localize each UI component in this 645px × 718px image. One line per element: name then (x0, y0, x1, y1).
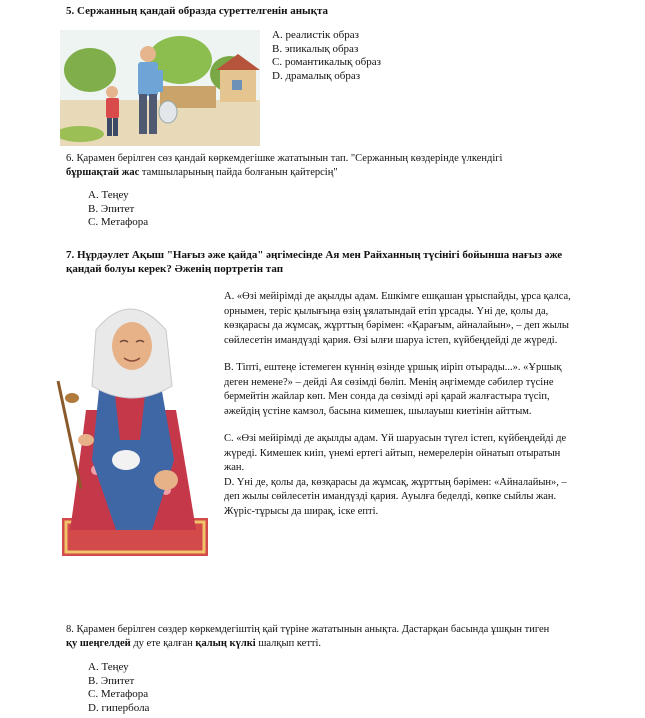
q8-option-b[interactable]: B. Эпитет (88, 674, 135, 687)
q8-line2-rest: шалқып кетті. (255, 638, 322, 649)
q5-option-b[interactable]: B. эпикалық образ (272, 42, 359, 55)
question-8-options (88, 661, 641, 715)
q6-option-c[interactable]: C. Метафора (88, 216, 149, 228)
q5-option-a[interactable]: A. реалистік образ (272, 29, 359, 41)
question-5-options (272, 29, 381, 83)
q6-line2-rest: тамшыларының пайда болғанын қайтерсің" (139, 167, 338, 178)
question-7-title-line2: қандай болуы керек? Әженің портретін тап (66, 263, 284, 275)
q8-line2-mid: ду ете қалған (130, 638, 196, 649)
q8-option-c[interactable]: C. Метафора (88, 688, 149, 700)
q7-option-b-line2: деген немене?» – дейді Ая сөзімді бөліп. Менің әңгімемде сәбилер түсіне (224, 376, 554, 388)
question-8-text-line2 (66, 637, 641, 651)
grandmother-illustration (56, 290, 214, 558)
q8-option-a[interactable]: A. Теңеу (88, 661, 129, 673)
question-7-title-line1: 7. Нұрдәулет Ақыш "Нағыз әже қайда" әңгімесінде Ая мен Райханның түсінігі бойынша нағыз әже (66, 249, 563, 261)
question-7 (66, 248, 641, 276)
q7-option-c[interactable] (224, 432, 642, 476)
q7-option-c-line1: C. «Өзі мейірімді де ақылды адам. Үй шаруасын түгел істеп, күйбеңдейді де (224, 433, 567, 444)
q7-option-a-line1: A. «Өзі мейірімді де ақылды адам. Ешкімге ешқашан ұрыспайды, ұрса қалса, (224, 291, 571, 302)
question-6 (66, 152, 641, 230)
q6-option-a[interactable]: A. Теңеу (88, 189, 129, 201)
question-6-text-line1: 6. Қарамен берілген сөз қандай көркемдегішке жататынын тап. "Сержанның көздерінде үлкендігі (66, 153, 503, 164)
q7-option-d-line1: D. Үні де, қолы да, көзқарасы да жұмсақ, жұрттың бәрімен: «Айналайын», – (224, 476, 567, 488)
q5-option-c[interactable]: C. романтикалық образ (272, 56, 381, 68)
q7-option-b-line3: бермейтін жайлар көп. Мен сонда да сөзімді әрі қарай жалғастыра түсіп, (224, 391, 550, 402)
q7-option-b-line1: B. Тіпті, ештеңе істемеген күннің өзінде ұршық иіріп отырады...». «Ұршық (224, 362, 562, 373)
q7-option-b-line4: әжейдің үстіне камзол, басына кимешек, шылауыш киетінін айттым. (224, 405, 532, 417)
q7-option-d-line2: деп жылы сөйлесетін имандүзді қария. Ауылға беделді, көпке сыйлы жан. (224, 491, 557, 502)
q7-option-b[interactable] (224, 361, 642, 419)
q8-bold-phrase-2: қалың күлкі (195, 638, 256, 649)
q7-option-a[interactable] (224, 290, 642, 348)
q7-option-d[interactable] (224, 476, 642, 520)
q8-option-d[interactable]: D. гипербола (88, 701, 150, 714)
question-8 (66, 623, 641, 715)
question-5-title: 5. Сержанның қандай образда суреттелгенін анықта (66, 5, 329, 17)
q6-bold-phrase: бұршақтай жас (66, 167, 140, 178)
question-6-text-line2 (66, 166, 641, 180)
q6-option-b[interactable]: B. Эпитет (88, 202, 135, 215)
q7-option-a-line3: көзқарасы да жұмсақ, жұрттың бәрімен: «Қарағым, айналайын», – деп жылы (224, 320, 569, 331)
q7-option-a-line4: сөйлесетін имандүзді қария. Өзі ылғи шаруа істеп, күйбеңдейді де жүреді. (224, 334, 558, 346)
q7-option-a-line2: орнымен, теріс қылығыңа өзің ұялатындай етіп ұрсады. Үні де, қолы да, (224, 305, 549, 317)
q5-option-d[interactable]: D. драмалық образ (272, 69, 361, 82)
q8-bold-phrase-1: қу шеңгелдей (66, 638, 131, 649)
sergeant-illustration (60, 30, 260, 146)
q7-option-c-line2: жүреді. Кимешек киіп, үнемі ертегі айтып, немерелерін ойнатып отыратын (224, 447, 561, 459)
question-6-options (88, 189, 641, 230)
question-7-options (224, 290, 642, 519)
q7-option-d-line3: Жүріс-тұрысы да ширақ, іске епті. (224, 505, 379, 517)
q7-option-c-line3: жан. (224, 462, 245, 473)
question-8-text-line1: 8. Қарамен берілген сөздер көркемдегіштің қай түріне жататынын анықта. Дастарқан басында ұшқын тиген (66, 624, 550, 635)
